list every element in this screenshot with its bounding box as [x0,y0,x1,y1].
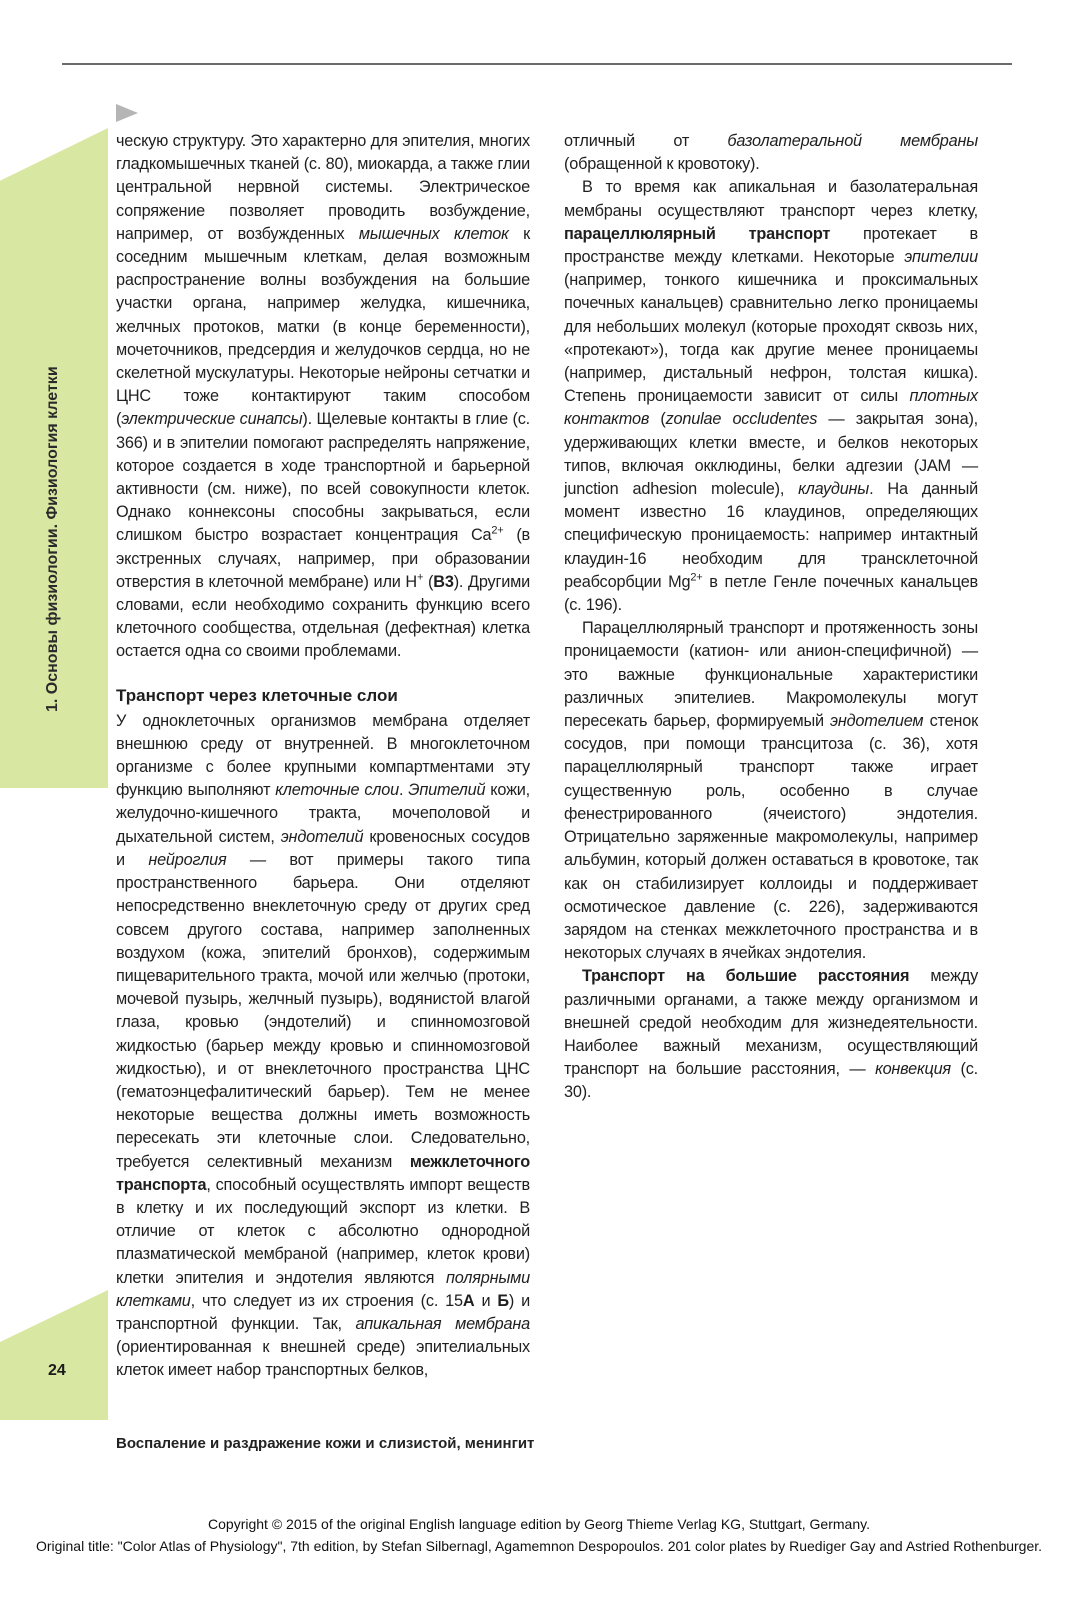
footer-note: Воспаление и раздражение кожи и слизистой, менингит [116,1435,535,1452]
continuation-arrow-icon [116,104,138,122]
top-rule [62,63,1012,65]
page-number-band [0,1290,108,1420]
paragraph: Транспорт на большие расстояния между различными органами, а также между организмом и внешней средой необходим для жизнедеятельности. Наиболее важный механизм, осуществляющий транспорт на большие расстояния, — конвекция (с. 30). [564,967,979,1102]
chapter-title: 1. Основы физиологии. Физиология клетки [44,366,61,712]
paragraph: ческую структуру. Это характерно для эпителия, многих гладкомышечных тканей (с. 80), миокарда, а также глии центральной нервной системы. Электрическое сопряжение позволяет проводить возбуждение, например, от возбужденных мышечных клеток к соседним мышечным клеткам, делая возможным распространение волны возбуждения на большие участки органа, например желудка, кишечника, желчных протоков, матки (в конце беременности), мочеточников, предсердия и желудочков сердца, но не скелетной мускулатуры. Некоторые нейроны сетчатки и ЦНС тоже контактируют таким способом (электрические синапсы). Щелевые контакты в глие (с. 366) и в эпителии помогают распределять напряжение, которое создается в ходе транспортной и барьерной активности (см. ниже), по всей совокупности клеток. Однако коннексоны способны закрываться, если слишком быстро возрастает концентрация $Ca^{2+}$ (в экстренных случаях, например, при образовании отверстия в клеточной мембране) или H+ (B3). Другими словами, если необходимо сохранить функцию всего клеточного сообщества, отдельная (дефектная) клетка остается одна со своими проблемами. [116,132,531,661]
paragraph: В то время как апикальная и базолатеральная мембраны осуществляют транспорт через клетку, парацеллюлярный транспорт протекает в пространстве между клетками. Некоторые эпителии (например, тонкого кишечника и проксимальных почечных канальцев) сравнительно легко проницаемы для небольших молекул (которые проходят сквозь них, «протекают»), тогда как другие менее проницаемы (например, дистальный нефрон, толстая кишка). Степень проницаемости зависит от силы плотных контактов (zonulae occludentes — закрытая зона), удерживающих клетки вместе, и белков некоторых типов, включая окклюдины, белки адгезии (JAM — junction adhesion molecule), клаудины. На данный момент известно 16 клаудинов, определяющих специфическую проницаемость: например интактный клаудин-16 необходим для трансклеточной реабсорбции $Mg^{2+}$ в петле Генле почечных канальцев (с. 196). [564,178,978,615]
left-column [116,130,530,1383]
page-number: 24 [48,1362,66,1379]
paragraph: Парацеллюлярный транспорт и протяженность зоны проницаемости (катион- или анион-специфичной) — это важные функциональные характеристики различных эпителиев. Макромолекулы могут пересекать барьер, формируемый эндотелием стенок сосудов, при помощи трансцитоза (с. 36), хотя парацеллюлярный транспорт также играет существенную роль, особенно в случае фенестрированного (ячеистого) эндотелия. Отрицательно заряженные макромолекулы, например альбумин, который должен оставаться в кровотоке, так как он стабилизирует коллоиды и поддерживает осмотическое давление (с. 226), задерживаются зарядом на стенках межклеточного пространства и в некоторых случаях в ячейках эндотелия. [564,619,979,963]
copyright-line: Copyright © 2015 of the original English language edition by Georg Thieme Verlag KG, Stuttgart, Germany. [208,1516,870,1532]
original-title-line: Original title: "Color Atlas of Physiology", 7th edition, by Stefan Silbernagl, Agamemnon Despopoulos. 201 color plates by Ruediger Gay and Astried Rothenburger. [35,1538,1043,1554]
paragraph: У одноклеточных организмов мембрана отделяет внешнюю среду от внутренней. В многоклеточном организме с более крупными компартментами эту функцию выполняют клеточные слои. Эпителий кожи, желудочно-кишечного тракта, мочеполовой и дыхательной систем, эндотелий кровеносных сосудов и нейроглия — вот примеры такого типа пространственного барьера. Они отделяют непосредственно внеклеточную среду от других сред совсем другого состава, например заполненных воздухом (кожа, эпителий бронхов), содержимым пищеварительного тракта, мочой или желчью (протоки, мочевой пузырь, желчный пузырь), водянистой влагой глаза, кровью (эндотелий) и спинномозговой жидкостью (барьер между кровью и спинномозговой жидкостью), и от внеклеточного пространства ЦНС (гематоэнцефалитический барьер). Тем не менее некоторые вещества должны иметь возможность пересекать эти клеточные слои. Следовательно, требуется селективный механизм межклеточного транспорта, способный осуществлять импорт веществ в клетку и их последующий экспорт из клетки. В отличие от клеток с абсолютно однородной плазматической мембраной (например, клеток крови) клетки эпителия и эндотелия являются полярными клетками, что следует из их строения (с. 15А и Б) и транспортной функции. Так, апикальная мембрана (ориентированная к внешней среде) эпителиальных клеток имеет набор транспортных белков, [116,711,530,1380]
section-heading: Транспорт через клеточные слои [116,685,398,705]
right-column [564,130,978,1105]
paragraph: отличный от базолатеральной мембраны (обращенной к кровотоку). [564,132,978,174]
